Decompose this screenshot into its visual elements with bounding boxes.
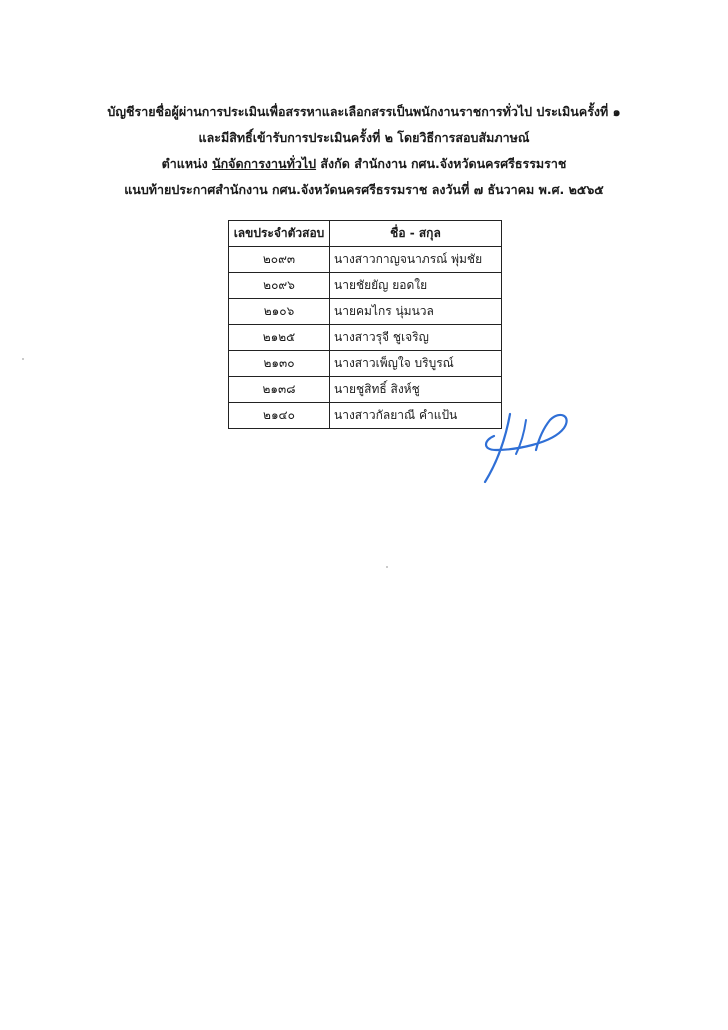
name-cell: นายคมไกร นุ่มนวล [330, 299, 502, 325]
table-row [229, 273, 502, 299]
position-prefix: ตำแหน่ง [161, 156, 213, 171]
table-row [229, 377, 502, 403]
title-line-1: บัญชีรายชื่อผู้ผ่านการประเมินเพื่อสรรหาและเลือกสรรเป็นพนักงานราชการทั่วไป ประเมินครั้งที่ ๑ [107, 104, 621, 119]
name-cell: นางสาวกาญจนาภรณ์ พุ่มชัย [330, 247, 502, 273]
position-title: นักจัดการงานทั่วไป [212, 156, 317, 171]
name-cell: นางสาวรุจี ชูเจริญ [330, 325, 502, 351]
name-cell: นางสาวเพ็ญใจ บริบูรณ์ [330, 351, 502, 377]
table-row [229, 351, 502, 377]
title-line-4: แนบท้ายประกาศสำนักงาน กศน.จังหวัดนครศรีธรรมราช ลงวันที่ ๗ ธันวาคม พ.ศ. ๒๕๖๕ [124, 182, 604, 197]
exam-id-cell: ๒๐๙๖ [229, 273, 330, 299]
exam-id-cell: ๒๑๐๖ [229, 299, 330, 325]
table-header-row [229, 221, 502, 247]
table-row [229, 247, 502, 273]
table-row [229, 403, 502, 429]
column-header-exam-id: เลขประจำตัวสอบ [229, 221, 330, 247]
table-row [229, 299, 502, 325]
signature-mark [480, 406, 580, 488]
exam-id-cell: ๒๑๔๐ [229, 403, 330, 429]
scan-speck [22, 358, 24, 360]
name-cell: นายชัยยัญ ยอดใย [330, 273, 502, 299]
exam-id-cell: ๒๑๒๕ [229, 325, 330, 351]
name-cell: นายชูสิทธิ์ สิงห์ชู [330, 377, 502, 403]
scan-speck [386, 566, 388, 568]
exam-id-cell: ๒๐๙๓ [229, 247, 330, 273]
exam-id-cell: ๒๑๓๐ [229, 351, 330, 377]
name-cell: นางสาวกัลยาณี คำแป้น [330, 403, 502, 429]
position-affiliation: สังกัด สำนักงาน กศน.จังหวัดนครศรีธรรมราช [316, 156, 567, 171]
signature-stroke-tick [516, 420, 526, 454]
column-header-name: ชื่อ - สกุล [330, 221, 502, 247]
exam-id-cell: ๒๑๓๘ [229, 377, 330, 403]
title-line-2: และมีสิทธิ์เข้ารับการประเมินครั้งที่ ๒ โดยวิธีการสอบสัมภาษณ์ [198, 130, 530, 145]
table-row [229, 325, 502, 351]
candidate-table [228, 220, 502, 429]
title-line-3 [0, 156, 728, 172]
